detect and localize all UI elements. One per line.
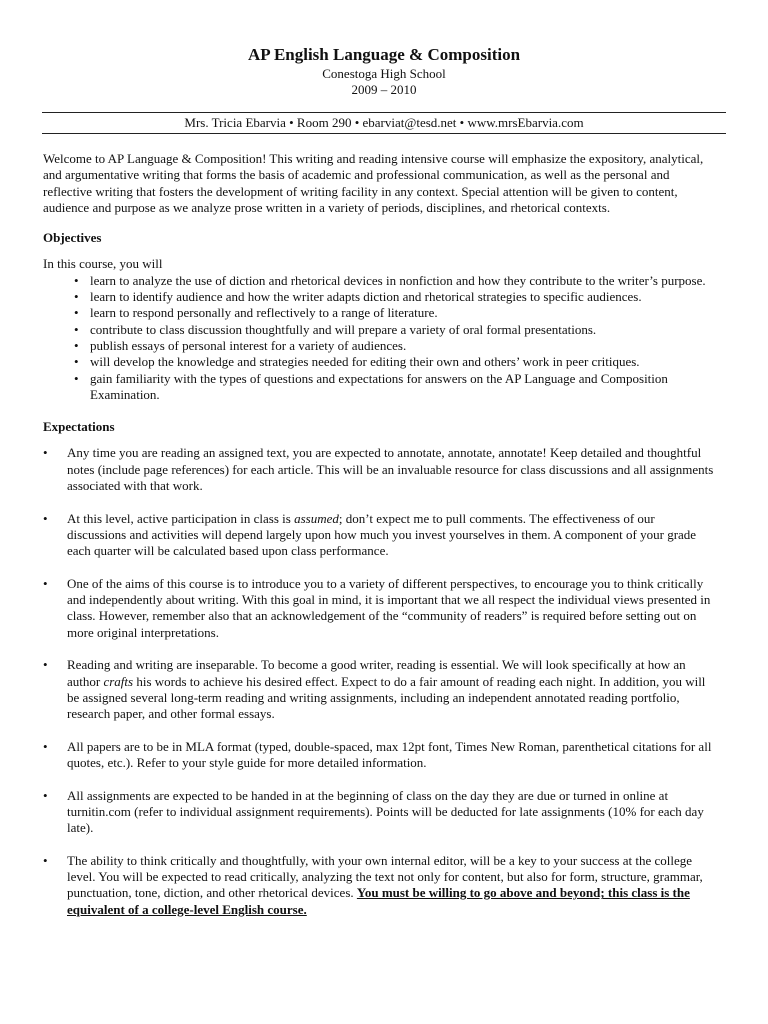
objective-item	[74, 322, 715, 338]
expectation-text-start: Reading and writing are inseparable. To become a good writer, reading is essential. We will look specifically at how an author	[67, 657, 686, 689]
course-title: AP English Language & Composition	[247, 45, 521, 64]
objective-text: learn to identify audience and how the writer adapts diction and rhetorical strategies to specific audiences.	[90, 289, 642, 305]
expectation-item	[43, 576, 715, 641]
bullet-icon: •	[43, 510, 48, 526]
objective-item	[74, 289, 715, 305]
objectives-heading: Objectives	[43, 230, 102, 246]
bullet-icon: •	[43, 787, 48, 803]
expectations-list	[43, 445, 715, 918]
expectation-text: The ability to think critically and thoughtfully, with your own internal editor, will be a key to your success at the college level. You will be expected to read critically, analyzing the text not only for content, but also for form, structure, grammar, punctuation, tone, diction, and other rhetorical devices.	[67, 852, 703, 901]
expectation-item	[43, 788, 715, 837]
expectation-emphasis: assumed	[294, 510, 339, 526]
header-bottom-rule	[42, 133, 726, 134]
expectation-item	[43, 657, 715, 722]
expectation-text: All assignments are expected to be handed in at the beginning of class on the day they are due or turned in online at turnitin.com (refer to individual assignment requirements). Points will be deducted for late assignments (10% for each day late).	[67, 787, 704, 836]
expectation-text-start: At this level, active participation in class is	[67, 510, 295, 526]
objective-text: learn to analyze the use of diction and rhetorical devices in nonfiction and how they contribute to the writer’s purpose.	[90, 272, 706, 288]
bullet-icon: •	[74, 289, 79, 305]
header-top-rule	[42, 112, 726, 113]
objective-text: gain familiarity with the types of questions and expectations for answers on the AP Language and Composition Examination.	[90, 370, 668, 402]
expectation-text: One of the aims of this course is to introduce you to a variety of different perspectives, to encourage you to think critically and independently about writing. With this goal in mind, it is important that we all respect the individual views presented in class. However, remember also that an acknowledgement of the “community of readers” is required before setting out on more original interpretations.	[67, 575, 711, 640]
expectation-text-end: ; don’t expect me to pull comments. The effectiveness of our discussions and activities will depend largely upon how much you invest yourselves in them. A component of your grade each quarter will be calculated based upon class performance.	[67, 510, 697, 559]
bullet-icon: •	[43, 575, 48, 591]
objectives-list	[43, 273, 715, 403]
bullet-icon: •	[43, 738, 48, 754]
intro-paragraph: Welcome to AP Language & Composition! This writing and reading intensive course will emphasize the expository, analytical, and argumentative writing that forms the basis of academic and professional communication, as well as the personal and reflective writing that fosters the development of writing facility in any context. Special attention will be given to content, audience and purpose as we analyze prose written in a variety of periods, disciplines, and rhetorical contexts.	[43, 151, 704, 215]
bullet-icon: •	[43, 445, 48, 461]
bullet-icon: •	[74, 370, 79, 386]
school-name: Conestoga High School	[322, 66, 446, 81]
expectation-emphasis: crafts	[103, 673, 134, 689]
objective-item	[74, 371, 715, 404]
objective-item	[74, 354, 715, 370]
objective-item	[74, 305, 715, 321]
document-header	[42, 44, 726, 98]
objective-text: will develop the knowledge and strategies needed for editing their own and others’ work in peer critiques.	[90, 354, 640, 370]
expectation-text: Any time you are reading an assigned text, you are expected to annotate, annotate, annotate! Keep detailed and thoughtful notes (include page references) for each article. This will be an invaluable resource for class discussions and all assignments associated with that work.	[67, 445, 714, 494]
expectation-bold-statement: You must be willing to go above and beyond; this class is the equivalent of a college-level English course.	[67, 885, 690, 917]
objective-text: learn to respond personally and reflectively to a range of literature.	[90, 305, 438, 321]
bullet-icon: •	[74, 321, 79, 337]
objective-item	[74, 273, 715, 289]
bullet-icon: •	[74, 305, 79, 321]
document-body	[43, 151, 715, 934]
expectations-heading: Expectations	[43, 419, 115, 435]
objectives-lead: In this course, you will	[43, 256, 163, 272]
expectation-item	[43, 739, 715, 772]
bullet-icon: •	[43, 657, 48, 673]
objective-text: publish essays of personal interest for a variety of audiences.	[90, 337, 407, 353]
contact-line: Mrs. Tricia Ebarvia • Room 290 • ebarviat@tesd.net • www.mrsEbarvia.com	[184, 115, 584, 130]
expectation-text-end: his words to achieve his desired effect. Expect to do a fair amount of reading each night. In addition, you will be assigned several long-term reading and writing assignments, including an independent annotated reading portfolio, research paper, and other formal essays.	[67, 673, 706, 722]
objective-item	[74, 338, 715, 354]
expectation-item	[43, 853, 715, 918]
expectation-item	[43, 511, 715, 560]
bullet-icon: •	[74, 354, 79, 370]
expectation-item	[43, 445, 715, 494]
bullet-icon: •	[74, 337, 79, 353]
bullet-icon: •	[74, 272, 79, 288]
bullet-icon: •	[43, 852, 48, 868]
expectation-text: All papers are to be in MLA format (typed, double-spaced, max 12pt font, Times New Roman, parenthetical citations for all quotes, etc.). Refer to your style guide for more detailed information.	[67, 738, 712, 771]
objective-text: contribute to class discussion thoughtfully and will prepare a variety of oral formal presentations.	[90, 321, 597, 337]
school-year: 2009 – 2010	[351, 82, 417, 97]
